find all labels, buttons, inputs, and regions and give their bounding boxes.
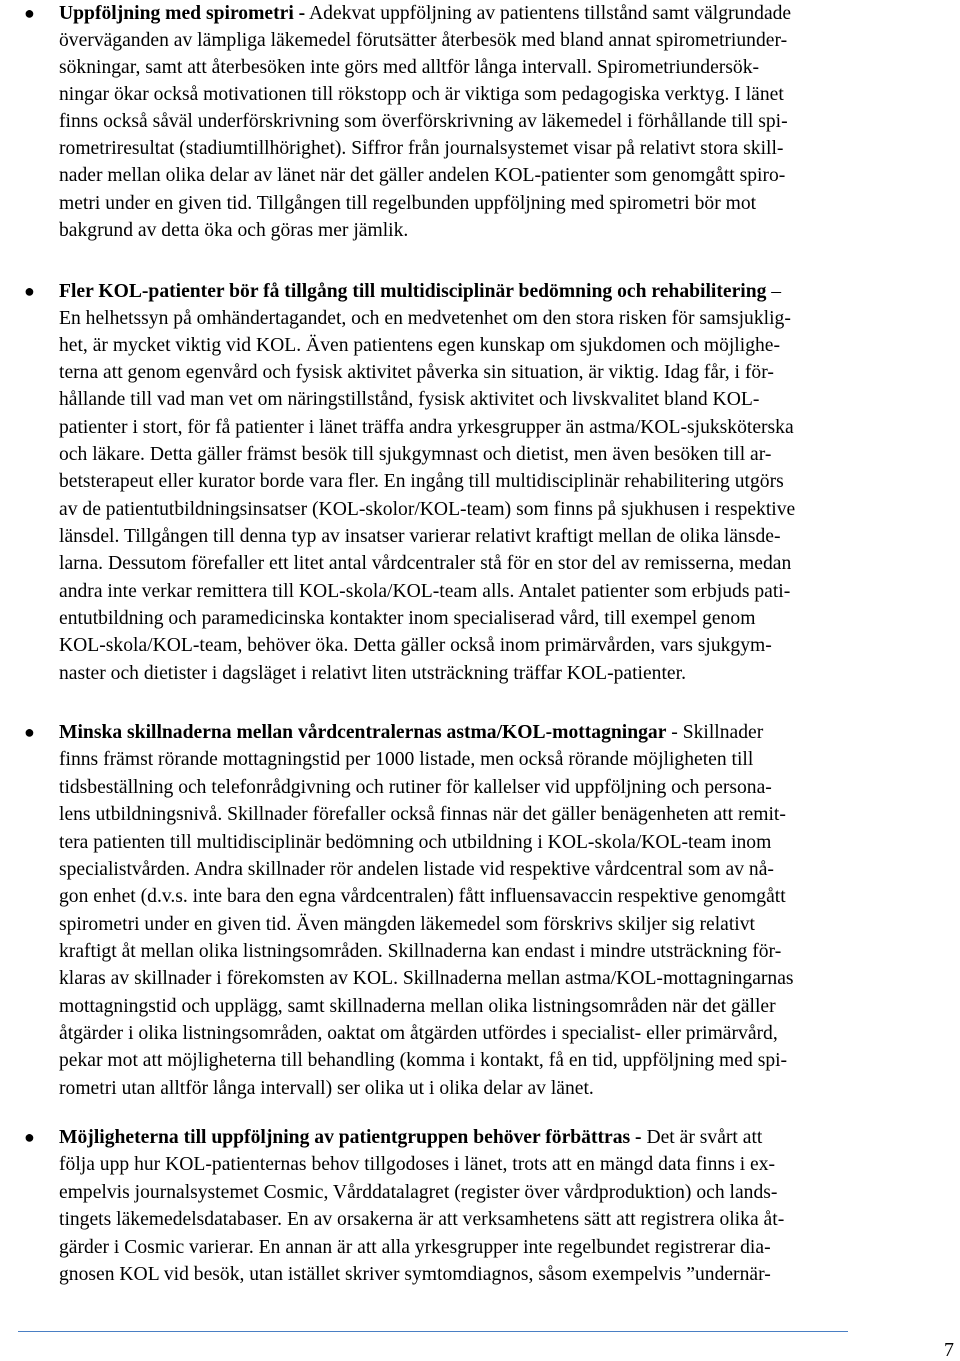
text-line: rometriresultat (stadiumtillhörighet). Siffror från journalsystemet visar på relativt stora skill- [59,138,784,159]
line-text: Adekvat uppföljning av patientens tillstånd samt välgrundade [305,3,792,24]
item-heading: Möjligheterna till uppföljning av patientgruppen behöver förbättras - [59,1127,642,1148]
text-line: terna att genom egenvård och fysisk aktivitet påverka sin situation, är viktig. Idag får, i för- [59,362,774,383]
text-line [59,278,781,305]
footer-divider [18,1331,848,1332]
text-line: tingets läkemedelsdatabaser. En av orsakerna är att verksamhetens sätt att registrera olika åt- [59,1209,785,1230]
text-line: och läkare. Detta gäller främst besök till sjukgymnast och dietist, men även besöken till ar- [59,444,772,465]
text-line: empelvis journalsystemet Cosmic, Vårddatalagret (register över vårdproduktion) och lands- [59,1182,778,1203]
text-line: het, är mycket viktig vid KOL. Även patientens egen kunskap om sjukdomen och möjlighe- [59,335,781,356]
text-line: av de patientutbildningsinsatser (KOL-skolor/KOL-team) som finns på sjukhusen i respektive [59,499,796,520]
text-line: tera patienten till multidisciplinär bedömning och utbildning i KOL-skola/KOL-team inom [59,832,772,853]
text-line: sökningar, samt att återbesöken inte görs med alltför långa intervall. Spirometriundersök- [59,57,760,78]
text-line: hållande till vad man vet om näringstillstånd, fysisk aktivitet och livskvalitet bland KOL- [59,389,760,410]
bullet-dot: ● [24,1127,35,1147]
text-line: kraftigt åt mellan olika listningsområden. Skillnaderna kan endast i mindre utsträckning för- [59,941,782,962]
text-line: metri under en given tid. Tillgången till regelbunden uppföljning med spirometri bör mot [59,193,757,214]
text-line: bakgrund av detta öka och göras mer jämlik. [59,220,409,241]
text-line: gnosen KOL vid besök, utan istället skriver symtomdiagnos, såsom exempelvis ”undernär- [59,1264,771,1285]
text-line: KOL-skola/KOL-team, behöver öka. Detta gäller också inom primärvården, vars sjukgym- [59,635,772,656]
text-line: entutbildning och paramedicinska kontakter inom specialiserad vård, till exempel genom [59,608,756,629]
text-line: larna. Dessutom förefaller ett litet antal vårdcentraler stå för en stor del av remisserna, medan [59,553,792,574]
text-line: nader mellan olika delar av länet när det gäller andelen KOL-patienter som genomgått spiro- [59,165,786,186]
item-heading: Uppföljning med spirometri - [59,3,306,24]
text-line: finns främst rörande mottagningstid per 1000 listade, men också rörande möjligheten till [59,749,754,770]
text-line: andra inte verkar remittera till KOL-skola/KOL-team alls. Antalet patienter som erbjuds pati- [59,581,791,602]
text-line [59,1124,762,1151]
text-line: länsdel. Tillgången till denna typ av insatser varierar relativt kraftigt mellan de olika länsde- [59,526,781,547]
text-line: överväganden av lämpliga läkemedel förutsätter återbesök med bland annat spirometriunder- [59,30,788,51]
bullet-dot: ● [24,281,35,301]
text-line: gon enhet (d.v.s. inte bara den egna vårdcentralen) fått influensavaccin respektive genomgått [59,886,786,907]
text-line [59,719,763,746]
text-line: patienter i stort, för få patienter i länet träffa andra yrkesgrupper än astma/KOL-sjuksköterska [59,417,794,438]
text-line: klaras av skillnader i förekomsten av KOL. Skillnaderna mellan astma/KOL-mottagningarnas [59,968,794,989]
text-line: specialistvården. Andra skillnader rör andelen listade vid respektive vårdcentral som av nå- [59,859,774,880]
text-line: finns också såväl underförskrivning som överförskrivning av läkemedel i förhållande till spi- [59,111,788,132]
text-line: En helhetssyn på omhändertagandet, och en medvetenhet om den stora risken för samsjuklig- [59,308,791,329]
text-line: betsterapeut eller kurator borde vara fler. En ingång till multidisciplinär rehabilitering utgörs [59,471,784,492]
line-text: Det är svårt att [641,1127,763,1148]
bullet-dot: ● [24,3,35,23]
text-line: gärder i Cosmic varierar. En annan är att alla yrkesgrupper inte regelbundet registrerar dia- [59,1237,771,1258]
text-line: mottagningstid och upplägg, samt skillnaderna mellan olika listningsområden när det gäller [59,996,776,1017]
text-line: åtgärder i olika listningsområden, oaktat om åtgärden utfördes i specialist- eller primärvård, [59,1023,778,1044]
text-line: följa upp hur KOL-patienternas behov tillgodoses i länet, trots att en mängd data finns i ex- [59,1154,776,1175]
text-line: pekar mot att möjligheterna till behandling (komma i kontakt, få en tid, uppföljning med spi- [59,1050,788,1071]
text-line: lens utbildningsnivå. Skillnader förefaller också finnas när det gäller benägenheten att remit- [59,804,786,825]
page-number: 7 [944,1339,954,1361]
line-text: - Skillnader [666,722,764,743]
item-heading: Fler KOL-patienter bör få tillgång till multidisciplinär bedömning och rehabilitering [59,281,767,302]
text-line: spirometri under en given tid. Även mängden läkemedel som förskrivs skiljer sig relativt [59,914,755,935]
bullet-dot: ● [24,722,35,742]
text-line [59,0,791,27]
line-text: – [766,281,782,302]
text-line: rometri utan alltför långa intervall) ser olika ut i olika delar av länet. [59,1078,594,1099]
text-line: ningar ökar också motivationen till rökstopp och är viktiga som pedagogiska verktyg. I länet [59,84,784,105]
text-line: naster och dietister i dagsläget i relativt liten utsträckning träffar KOL-patienter. [59,663,686,684]
text-line: tidsbeställning och telefonrådgivning och rutiner för kallelser vid uppföljning och persona- [59,777,772,798]
item-heading: Minska skillnaderna mellan vårdcentralernas astma/KOL-mottagningar [59,722,667,743]
